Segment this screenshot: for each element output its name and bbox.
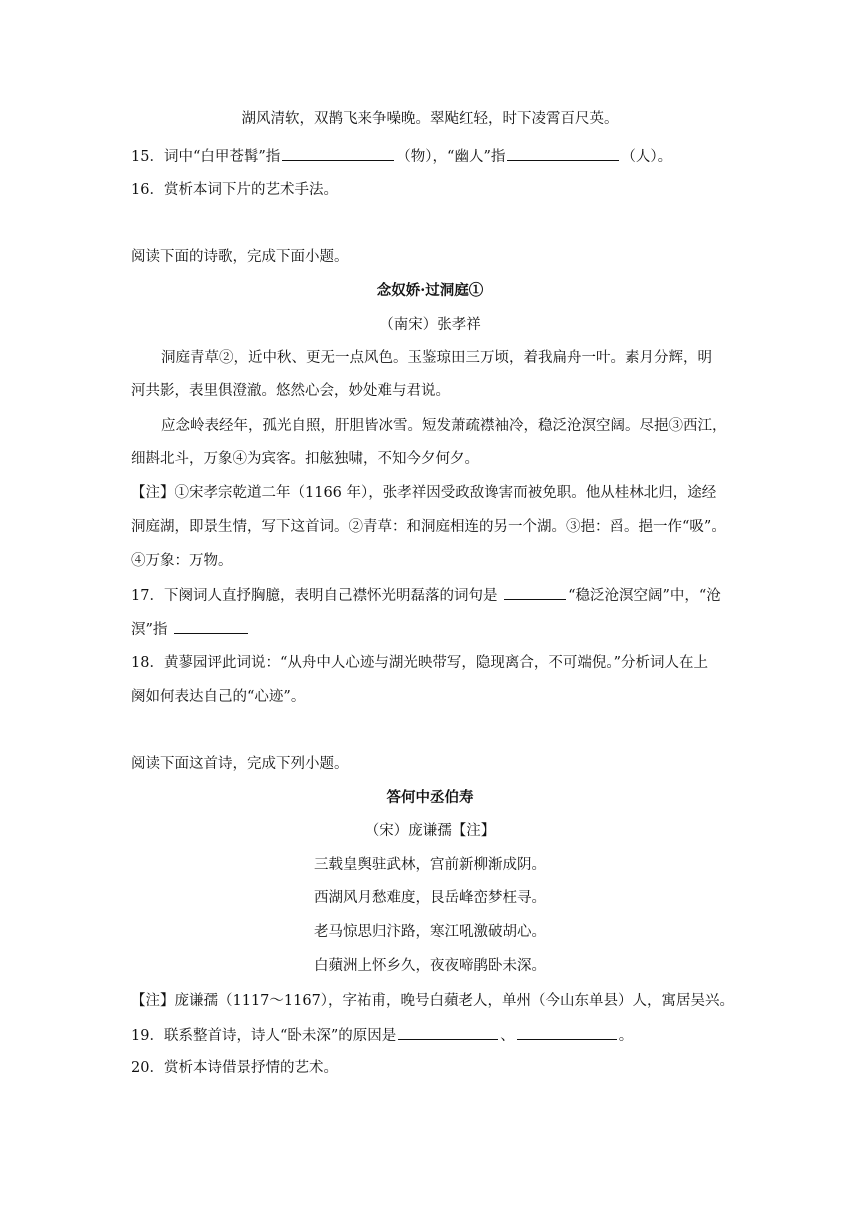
poem-line: 老马惊思归汴路，寒江吼激破胡心。 [314, 924, 546, 940]
question-20: 20．赏析本诗借景抒情的艺术。 [131, 1060, 338, 1076]
poem-title: 答何中丞伯寿 [386, 789, 474, 806]
answer-blank[interactable] [507, 146, 619, 161]
answer-blank[interactable] [282, 146, 394, 161]
q17-text-a: 17．下阕词人直抒胸臆，表明自己襟怀光明磊落的词句是 [131, 588, 498, 604]
poem-author: （宋）庞谦孺【注】 [364, 823, 496, 839]
poem-title: 念奴娇·过洞庭① [376, 282, 484, 299]
q15-text-a: 15．词中“白甲苍髯”指 [131, 149, 281, 165]
poem-author: （南宋）张孝祥 [379, 317, 481, 333]
poem-paragraph-line: 洞庭青草②，近中秋、更无一点风色。玉鉴琼田三万顷，着我扁舟一叶。素月分辉，明 [161, 350, 712, 366]
answer-blank[interactable] [504, 585, 566, 600]
question-17 [131, 585, 721, 606]
poem-paragraph-line: 细斟北斗，万象④为宾客。扣舷独啸，不知今夕何夕。 [131, 451, 479, 467]
section-intro: 阅读下面的诗歌，完成下面小题。 [131, 249, 349, 265]
note-line: ④万象：万物。 [131, 553, 233, 569]
q19-end: 。 [618, 1028, 634, 1044]
note-line: 洞庭湖，即景生情，写下这首词。②青草：和洞庭相连的另一个湖。③挹：舀。挹一作“吸”。 [131, 519, 726, 535]
verse-line: 湖风清软，双鹊飞来争噪晚。翠飐红轻，时下凌霄百尺英。 [241, 111, 619, 127]
poem-line: 西湖风月愁难度，艮岳峰峦梦枉寻。 [314, 890, 546, 906]
answer-blank[interactable] [517, 1025, 617, 1040]
q19-text: 19．联系整首诗，诗人“卧未深”的原因是 [131, 1028, 397, 1044]
question-16: 16．赏析本词下片的艺术手法。 [131, 182, 338, 198]
q15-text-c: （人）。 [621, 149, 673, 165]
answer-blank[interactable] [398, 1025, 498, 1040]
poem-paragraph-line: 应念岭表经年，孤光自照，肝胆皆冰雪。短发萧疏襟袖冷，稳泛沧溟空阔。尽挹③西江， [161, 418, 727, 434]
q17-text-c: 溟”指 [131, 622, 168, 638]
q19-separator: 、 [500, 1028, 515, 1044]
section-intro: 阅读下面这首诗，完成下列小题。 [131, 756, 349, 772]
question-18-cont: 阕如何表达自己的“心迹”。 [131, 689, 306, 705]
q17-text-b: “稳泛沧溟空阔”中，“沧 [568, 588, 721, 604]
question-17-cont [131, 619, 250, 640]
note-line: 【注】①宋孝宗乾道二年（1166 年），张孝祥因受政敌谗害而被免职。他从桂林北归，途经 [131, 485, 717, 501]
poem-line: 三载皇舆驻武林，宫前新柳渐成阴。 [314, 857, 546, 873]
question-18: 18．黄蓼园评此词说：“从舟中人心迹与湖光映带写，隐现离合，不可端倪。”分析词人在上 [131, 655, 709, 671]
note-line: 【注】庞谦孺（1117～1167），字祐甫，晚号白蘋老人，单州（今山东单县）人，寓居吴兴。 [131, 993, 735, 1009]
poem-line: 白蘋洲上怀乡久，夜夜啼鹃卧未深。 [314, 958, 546, 974]
poem-paragraph-line: 河共影，表里俱澄澈。悠然心会，妙处难与君说。 [131, 383, 450, 399]
question-15 [131, 146, 672, 167]
answer-blank[interactable] [174, 619, 248, 634]
q15-text-b: （物），“幽人”指 [396, 149, 506, 165]
question-19 [131, 1025, 633, 1046]
